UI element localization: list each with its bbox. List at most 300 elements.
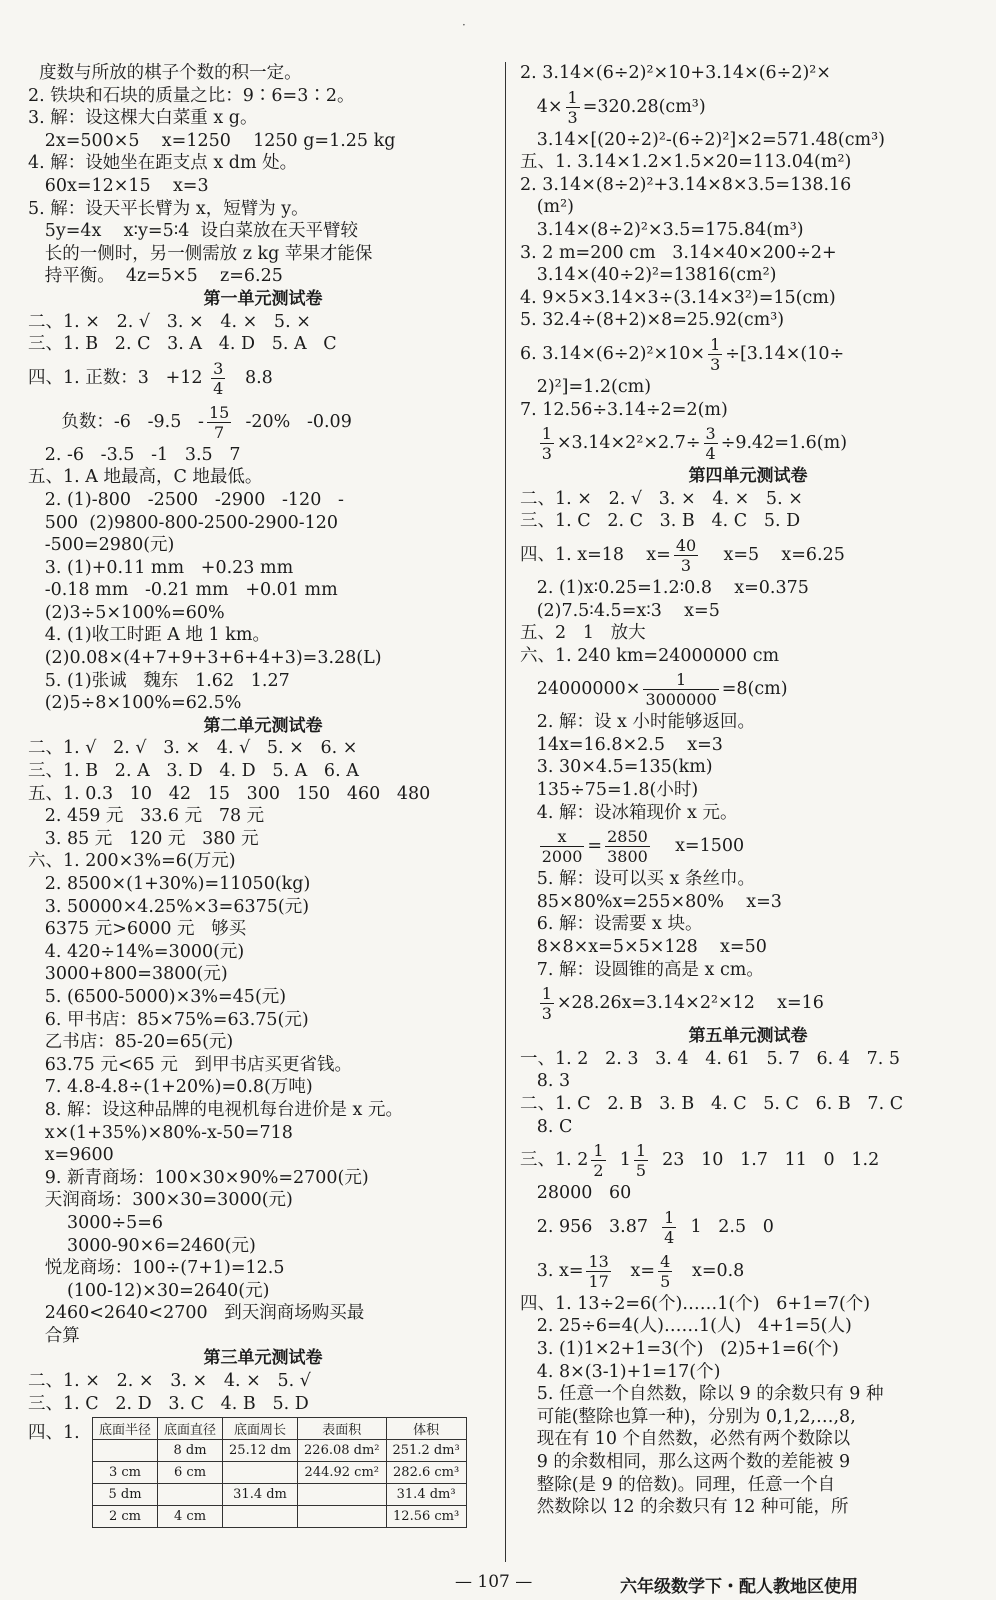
line-text: (2)0.08×(4+7+9+3+6+4+3)=3.28(L) <box>28 648 382 669</box>
answer-line <box>28 1280 498 1303</box>
answer-line <box>520 936 976 959</box>
line-text: = <box>587 836 603 857</box>
numerator: 1 <box>635 1141 647 1161</box>
answer-line <box>28 444 498 467</box>
line-text: x= <box>613 1260 656 1281</box>
answer-line <box>520 711 976 734</box>
line-text: (2)5÷8×100%=62.5% <box>28 693 242 714</box>
answer-line <box>520 1383 976 1406</box>
answer-line <box>28 963 498 986</box>
section-heading <box>520 465 976 488</box>
answer-line <box>28 243 498 266</box>
answer-line <box>28 400 498 444</box>
answer-line <box>520 1249 976 1293</box>
line-text: 23 10 1.7 11 0 1.2 <box>651 1150 880 1171</box>
line-text: 现在有 10 个自然数，必然有两个数除以 <box>520 1429 851 1450</box>
line-text: 2460<2640<2700 到天润商场购买最 <box>28 1303 365 1324</box>
denominator: 3 <box>567 107 578 127</box>
answer-line <box>520 734 976 757</box>
line-text: 4. 420÷14%=3000(元) <box>28 941 245 962</box>
line-text: 二、1. √ 2. √ 3. × 4. √ 5. × 6. × <box>28 738 358 759</box>
line-text: 二、1. C 2. B 3. B 4. C 5. C 6. B 7. C <box>520 1094 904 1114</box>
answer-line <box>520 1474 976 1497</box>
answer-line <box>520 779 976 802</box>
section-heading <box>520 1025 976 1048</box>
answer-line <box>28 175 498 198</box>
answer-line <box>520 1048 976 1071</box>
table-cell: 8 dm <box>158 1440 223 1462</box>
line-text: 五、1. 3.14×1.2×1.5×20=113.04(m²) <box>520 152 852 173</box>
scan-mark: · <box>462 18 466 32</box>
fraction <box>540 984 554 1023</box>
line-text: 4. 解：设她坐在距支点 x dm 处。 <box>28 153 298 174</box>
answer-line <box>520 891 976 914</box>
table-cell: 31.4 dm³ <box>386 1484 466 1506</box>
answer-line <box>520 1116 976 1139</box>
left-column <box>28 62 498 1528</box>
answer-line <box>520 1205 976 1249</box>
answer-line <box>28 670 498 693</box>
table-cell: 4 cm <box>158 1506 223 1528</box>
denominator: 3000000 <box>645 690 717 710</box>
denominator: 3 <box>680 555 692 575</box>
numerator: 2850 <box>607 827 648 847</box>
denominator: 3 <box>541 444 552 464</box>
line-text: 四、1. 13÷2=6(个)……1(个) 6+1=7(个) <box>520 1293 871 1314</box>
answer-line <box>520 1093 976 1116</box>
denominator: 2 <box>593 1161 604 1181</box>
answer-line <box>520 1070 976 1093</box>
fraction <box>540 827 585 866</box>
denominator: 2000 <box>541 847 583 867</box>
table-cell: 12.56 cm³ <box>386 1506 466 1528</box>
denominator: 5 <box>635 1161 647 1181</box>
line-text: ÷[3.14×(10÷ <box>725 343 845 364</box>
answer-line <box>520 600 976 623</box>
line-text: 五、1. 0.3 10 42 15 300 150 460 480 <box>28 783 431 804</box>
answer-line <box>520 645 976 668</box>
line-text: 6. 解：设需要 x 块。 <box>520 914 703 935</box>
answer-line <box>520 129 976 152</box>
answer-line <box>28 107 498 130</box>
answer-line <box>28 850 498 873</box>
line-text: 500 (2)9800-800-2500-2900-120 <box>28 512 339 533</box>
answer-line <box>520 981 976 1025</box>
line-text: 8.8 <box>228 367 273 388</box>
fraction <box>643 670 718 709</box>
table-header: 底面半径 <box>93 1418 158 1440</box>
line-text: 3.14×(40÷2)²=13816(cm²) <box>520 265 777 286</box>
line-text: 6. 3.14×(6÷2)²×10× <box>520 343 706 364</box>
answer-line <box>520 151 976 174</box>
table-cell: 226.08 dm² <box>298 1440 386 1462</box>
denominator: 4 <box>705 444 716 464</box>
table-row <box>93 1440 467 1462</box>
line-text: 四、1. 正数：3 +12 <box>28 367 209 388</box>
page-number: — 107 — <box>455 1572 533 1592</box>
answer-line <box>520 1361 976 1384</box>
answer-line <box>28 805 498 828</box>
answer-line <box>520 959 976 982</box>
line-text: 3.14×[(20÷2)²-(6÷2)²]×2=571.48(cm³) <box>520 129 885 150</box>
numerator: 13 <box>588 1251 609 1271</box>
line-text: 8. C <box>520 1116 573 1137</box>
line-text: 5. 解：设可以买 x 条丝巾。 <box>520 869 755 890</box>
line-text: (2)7.5∶4.5=x∶3 x=5 <box>520 600 720 621</box>
table-cell: 5 dm <box>93 1484 158 1506</box>
line-text: 2. 25÷6=4(人)……1(人) 4+1=5(人) <box>520 1316 852 1337</box>
line-text: 7. 解：设圆锥的高是 x cm。 <box>520 959 764 980</box>
line-text: 2)²]=1.2(cm) <box>520 376 652 397</box>
line-text: 二、1. × 2. √ 3. × 4. × 5. × <box>28 311 311 332</box>
line-text: 4. 8×(3-1)+1=17(个) <box>520 1361 721 1382</box>
line-text: 60x=12×15 x=3 <box>28 175 209 196</box>
line-text: 135÷75=1.8(小时) <box>520 780 699 801</box>
answer-line <box>28 220 498 243</box>
answer-line <box>28 489 498 512</box>
line-text: 第三单元测试卷 <box>203 1348 323 1369</box>
answer-line <box>28 1076 498 1099</box>
numerator: 40 <box>675 535 697 555</box>
line-text: 3. (1)+0.11 mm +0.23 mm <box>28 557 294 578</box>
answer-line <box>28 1122 498 1145</box>
table-header: 底面周长 <box>223 1418 298 1440</box>
line-text: 63.75 元<65 元 到甲书店买更省钱。 <box>28 1054 353 1075</box>
line-text: 4× <box>520 96 563 117</box>
line-text <box>520 836 537 856</box>
answer-line <box>28 1144 498 1167</box>
answer-line <box>520 332 976 376</box>
answer-line <box>28 647 498 670</box>
answer-line <box>520 488 976 511</box>
answer-line <box>520 1315 976 1338</box>
line-text: 持平衡。 4z=5×5 z=6.25 <box>28 266 283 287</box>
answer-line <box>28 1325 498 1348</box>
answer-line <box>28 918 498 941</box>
line-text: 24000000× <box>520 679 641 700</box>
answer-line <box>520 1451 976 1474</box>
table-cell: 6 cm <box>158 1462 223 1484</box>
line-text: =320.28(cm³) <box>582 96 706 117</box>
answer-line <box>520 756 976 779</box>
answer-line <box>520 62 976 85</box>
line-text: (m²) <box>520 197 574 218</box>
fraction <box>566 88 580 127</box>
answer-line <box>28 579 498 602</box>
line-text: 8×8×x=5×5×128 x=50 <box>520 937 767 958</box>
numerator: x <box>540 827 585 847</box>
line-text: 2. 3.14×(8÷2)²+3.14×8×3.5=138.16 <box>520 174 852 195</box>
table-header: 底面直径 <box>158 1418 223 1440</box>
line-text: x=5 x=6.25 <box>701 544 845 565</box>
line-text: 五、1. A 地最高，C 地最低。 <box>28 467 263 488</box>
line-text: 合算 <box>28 1325 80 1346</box>
line-text: 3.14×(8÷2)²×3.5=175.84(m³) <box>520 219 804 240</box>
line-text: 2. 459 元 33.6 元 78 元 <box>28 806 265 827</box>
answer-line <box>520 1406 976 1429</box>
answer-line <box>28 1370 498 1393</box>
line-text: 3. 2 m=200 cm 3.14×40×200÷2+ <box>520 242 837 263</box>
line-text: 第五单元测试卷 <box>688 1026 808 1047</box>
answer-line <box>520 913 976 936</box>
fraction <box>591 1141 605 1180</box>
line-text: 负数：-6 -9.5 - <box>28 411 204 432</box>
line-text: 三、1. B 2. A 3. D 4. D 5. A 6. A <box>28 761 359 782</box>
line-text: 8. 解：设这种品牌的电视机每台进价是 x 元。 <box>28 1099 403 1120</box>
line-text: 三、1. C 2. C 3. B 4. C 5. D <box>520 511 801 532</box>
line-text: 六、1. 240 km=24000000 cm <box>520 645 780 666</box>
fraction <box>586 1252 610 1291</box>
line-text: 二、1. × 2. √ 3. × 4. × 5. × <box>520 488 803 509</box>
line-text: 第二单元测试卷 <box>203 715 323 736</box>
line-text: 14x=16.8×2.5 x=3 <box>520 734 723 755</box>
table-label: 四、1. <box>28 1423 80 1444</box>
line-text: 1 2.5 0 <box>679 1216 774 1237</box>
line-text: 2. (1)x∶0.25=1.2∶0.8 x=0.375 <box>520 577 809 598</box>
line-text: 5. (6500-5000)×3%=45(元) <box>28 986 287 1007</box>
line-text: 悦龙商场：100÷(7+1)=12.5 <box>28 1258 285 1279</box>
denominator: 3 <box>710 354 721 374</box>
line-text <box>520 433 537 453</box>
line-text: 3. 85 元 120 元 380 元 <box>28 828 259 849</box>
denominator: 7 <box>214 422 225 442</box>
line-text: 2. 铁块和石块的质量之比：9∶6=3∶2。 <box>28 85 355 106</box>
line-text: 五、2 1 放大 <box>520 623 646 644</box>
line-text: -0.18 mm -0.21 mm +0.01 mm <box>28 580 338 601</box>
line-text: 6375 元>6000 元 够买 <box>28 919 247 940</box>
line-text: 第四单元测试卷 <box>688 466 808 487</box>
line-text: 然数除以 12 的余数只有 12 种可能，所 <box>520 1497 849 1518</box>
right-column <box>520 62 976 1519</box>
answer-line <box>28 986 498 1009</box>
answer-line <box>28 1054 498 1077</box>
answer-line <box>28 737 498 760</box>
answer-line <box>520 421 976 465</box>
answer-line <box>520 376 976 399</box>
answer-line <box>28 760 498 783</box>
line-text: =8(cm) <box>721 679 788 700</box>
denominator: 3800 <box>607 847 648 867</box>
numerator: 4 <box>660 1251 671 1271</box>
line-text: 9 的余数相同，那么这两个数的差能被 9 <box>520 1451 851 1472</box>
fraction <box>674 536 698 575</box>
table-cell <box>93 1440 158 1462</box>
answer-line <box>28 828 498 851</box>
section-heading <box>28 715 498 738</box>
line-text: ×28.26x=3.14×2²×12 x=16 <box>556 993 824 1014</box>
answer-line <box>520 533 976 577</box>
denominator: 5 <box>660 1271 671 1291</box>
answer-line <box>28 130 498 153</box>
line-text: 可能(整除也算一种)，分别为 0,1,2,…,8, <box>520 1406 856 1427</box>
line-text: 4. 解：设冰箱现价 x 元。 <box>520 802 738 823</box>
answer-line <box>520 1138 976 1182</box>
line-text: 7. 4.8-4.8÷(1+20%)=0.8(万吨) <box>28 1077 313 1098</box>
table-header: 表面积 <box>298 1418 386 1440</box>
table-cell: 2 cm <box>93 1506 158 1528</box>
answer-line <box>520 1428 976 1451</box>
denominator: 3 <box>541 1004 552 1024</box>
line-text: 四、1. x=18 x= <box>520 544 671 565</box>
line-text: -20% -0.09 <box>234 411 352 432</box>
line-text: (2)3÷5×100%=60% <box>28 602 225 623</box>
answer-line <box>520 1293 976 1316</box>
line-text: 二、1. × 2. × 3. × 4. × 5. √ <box>28 1371 311 1392</box>
line-text: 3. 解：设这棵大白菜重 x g。 <box>28 108 258 129</box>
section-heading <box>28 288 498 311</box>
line-text: 2x=500×5 x=1250 1250 g=1.25 kg <box>28 130 396 151</box>
line-text: 28000 60 <box>520 1183 632 1204</box>
cylinder-table <box>92 1417 467 1528</box>
answer-line <box>520 1496 976 1519</box>
column-divider <box>505 62 506 1562</box>
answer-line <box>520 196 976 219</box>
line-text: 3000+800=3800(元) <box>28 964 228 985</box>
table-row <box>93 1484 467 1506</box>
line-text: 3000-90×6=2460(元) <box>28 1235 256 1256</box>
line-text: ÷9.42=1.6(m) <box>720 433 848 454</box>
table-cell <box>158 1484 223 1506</box>
line-text: -500=2980(元) <box>28 535 175 556</box>
line-text: 度数与所放的棋子个数的积一定。 <box>28 63 302 83</box>
answer-line <box>520 577 976 600</box>
answer-line <box>28 602 498 625</box>
line-text: ×3.14×2²×2.7÷ <box>556 433 701 454</box>
answer-line <box>28 557 498 580</box>
answer-line <box>28 1212 498 1235</box>
line-text: 2. 3.14×(6÷2)²×10+3.14×(6÷2)²× <box>520 63 831 83</box>
fraction <box>708 335 722 374</box>
table-header: 体积 <box>386 1418 466 1440</box>
table-cell: 282.6 cm³ <box>386 1462 466 1484</box>
answer-line <box>28 873 498 896</box>
table-row <box>93 1506 467 1528</box>
table-cell: 3 cm <box>93 1462 158 1484</box>
line-text: 7. 12.56÷3.14÷2=2(m) <box>520 399 728 420</box>
answer-line <box>28 1257 498 1280</box>
answer-line <box>520 399 976 422</box>
answer-line <box>520 85 976 129</box>
answer-line <box>28 941 498 964</box>
line-text: 8. 3 <box>520 1071 571 1092</box>
line-text: 乙书店：85-20=65(元) <box>28 1032 234 1053</box>
fraction <box>540 424 554 463</box>
numerator: 1 <box>567 87 578 107</box>
line-text: 三、1. C 2. D 3. C 4. B 5. D <box>28 1393 309 1414</box>
line-text: 1 <box>608 1150 631 1171</box>
answer-line <box>520 1182 976 1205</box>
line-text: 4. (1)收工时距 A 地 1 km。 <box>28 625 270 646</box>
denominator: 17 <box>588 1271 609 1291</box>
answer-line <box>28 198 498 221</box>
line-text: 一、1. 2 2. 3 3. 4 4. 61 5. 7 6. 4 7. 5 <box>520 1048 901 1069</box>
book-footer: 六年级数学下・配人教地区使用 <box>620 1577 858 1597</box>
fraction <box>634 1141 648 1180</box>
section-heading <box>28 1347 498 1370</box>
answer-line <box>28 896 498 919</box>
line-text: 3. 30×4.5=135(km) <box>520 757 713 778</box>
line-text: 5. 32.4÷(8+2)×8=25.92(cm³) <box>520 310 785 331</box>
answer-line <box>28 62 498 85</box>
denominator: 4 <box>664 1227 675 1247</box>
table-cell: 31.4 dm <box>223 1484 298 1506</box>
line-text: 天润商场：300×30=3000(元) <box>28 1190 293 1211</box>
line-text <box>520 993 537 1013</box>
line-text: 5. 任意一个自然数，除以 9 的余数只有 9 种 <box>520 1384 884 1405</box>
line-text: 3. x= <box>520 1260 584 1281</box>
line-text: x=9600 <box>28 1145 114 1166</box>
line-text: 六、1. 200×3%=6(万元) <box>28 851 236 872</box>
answer-line <box>520 510 976 533</box>
line-text: 三、1. B 2. C 3. A 4. D 5. A C <box>28 334 337 355</box>
answer-line <box>28 311 498 334</box>
line-text: 5y=4x x∶y=5∶4 设白菜放在天平臂较 <box>28 221 359 242</box>
numerator: 15 <box>208 402 230 422</box>
answer-line <box>520 242 976 265</box>
fraction <box>704 424 718 463</box>
answer-line <box>28 1235 498 1258</box>
line-text: 第一单元测试卷 <box>203 288 323 309</box>
line-text: 三、1. 2 <box>520 1150 589 1171</box>
line-text: 3. 50000×4.25%×3=6375(元) <box>28 896 310 917</box>
answer-line <box>28 692 498 715</box>
fraction <box>211 359 225 398</box>
answer-line <box>28 1099 498 1122</box>
numerator: 3 <box>705 424 716 444</box>
answer-line <box>520 622 976 645</box>
numerator: 1 <box>541 984 552 1004</box>
line-text: 整除(是 9 的倍数)。同理，任意一个自 <box>520 1474 836 1495</box>
line-text: 9. 新青商场：100×30×90%=2700(元) <box>28 1167 369 1188</box>
table-cell <box>298 1484 386 1506</box>
table-cell <box>223 1462 298 1484</box>
line-text: (100-12)×30=2640(元) <box>28 1280 270 1301</box>
answer-line <box>28 1031 498 1054</box>
line-text: 4. 9×5×3.14×3÷(3.14×3²)=15(cm) <box>520 287 836 308</box>
answer-line <box>28 85 498 108</box>
table-cell: 244.92 cm² <box>298 1462 386 1484</box>
answer-line <box>28 1167 498 1190</box>
line-text: 6. 甲书店：85×75%=63.75(元) <box>28 1009 309 1030</box>
numerator: 3 <box>213 358 224 378</box>
numerator: 1 <box>664 1207 675 1227</box>
table-row <box>93 1462 467 1484</box>
answer-line <box>28 783 498 806</box>
answer-line <box>28 1393 498 1416</box>
answer-line <box>28 152 498 175</box>
table-cell: 25.12 dm <box>223 1440 298 1462</box>
answer-line <box>520 219 976 242</box>
line-text: 5. 解：设天平长臂为 x，短臂为 y。 <box>28 198 309 219</box>
fraction <box>605 827 650 866</box>
answer-line <box>520 667 976 711</box>
numerator: 1 <box>710 334 721 354</box>
numerator: 1 <box>541 424 552 444</box>
line-text: 2. -6 -3.5 -1 3.5 7 <box>28 444 241 465</box>
answer-line <box>520 287 976 310</box>
table-cell <box>223 1506 298 1528</box>
line-text: x×(1+35%)×80%-x-50=718 <box>28 1122 293 1143</box>
answer-line <box>520 1338 976 1361</box>
answer-line <box>28 1189 498 1212</box>
line-text: 3000÷5=6 <box>28 1212 164 1233</box>
volume-table-block <box>28 1417 498 1528</box>
line-text: 2. 8500×(1+30%)=11050(kg) <box>28 874 311 894</box>
line-text: 2. 解：设 x 小时能够返回。 <box>520 712 755 733</box>
numerator: 1 <box>593 1141 604 1161</box>
answer-line <box>28 534 498 557</box>
line-text: 长的一侧时，另一侧需放 z kg 苹果才能保 <box>28 243 373 264</box>
